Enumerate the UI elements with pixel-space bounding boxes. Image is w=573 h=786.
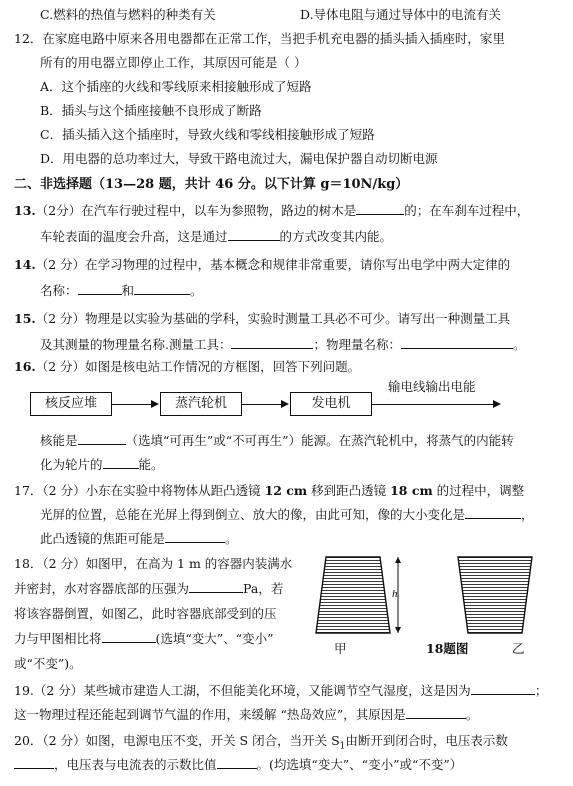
q16-line2 [40,432,514,450]
q15-line1 [14,310,510,328]
q19-text-c: 这一物理过程还能起到调节气温的作用，来缓解 “热岛效应”，其原因是 [14,707,406,722]
q17-distance-2: 18 cm [390,483,433,498]
q18-line1: 18．（2 分）如图甲，在高为 1 m 的容器内装满水 [14,556,293,571]
q16-blank-1[interactable] [78,432,126,445]
arrow-1 [111,404,157,405]
q16-text-e: 能。 [138,457,164,472]
q18-text-c: 力与甲图相比将 [14,631,102,646]
output-label: 输电线输出电能 [388,379,476,394]
q17-line2 [40,506,534,524]
height-label: h [392,588,398,600]
arrow-3 [371,404,499,405]
q20-text-c: ，电压表与电流表的示数比值 [54,757,217,772]
q11-option-c: C.燃料的热值与燃料的种类有关 [40,7,216,22]
q16-text-c: （选填“可再生”或“不可再生”）能源。在蒸汽轮机中，将蒸气的内能转 [125,433,514,448]
q16-text-a: （2 分）如图是核电站工作情况的方框图，回答下列问题。 [35,359,361,374]
q15-number: 15. [14,311,36,326]
q19-blank-1[interactable] [471,682,535,695]
q18-text-d: (选填“变大”、“变小” [155,631,274,646]
q13-blank-1[interactable] [356,202,404,215]
label-yi: 乙 [512,641,525,656]
q13-blank-2[interactable] [228,228,280,241]
section-heading: 二、非选择题（13—28 题，共计 46 分。以下计算 g＝10N/kg） [14,177,409,192]
q19-blank-2[interactable] [406,706,466,719]
q18-figure [308,553,544,657]
arrow-2 [241,404,287,405]
q20-text-d: 。(均选填“变大”、“变小”或“不变”） [256,757,463,772]
q11-option-d: D.导体电阻与通过导体中的电流有关 [300,7,502,22]
q19-line2 [14,706,478,724]
q15-text-a: （2 分）物理是以实验为基础的学科，实验时测量工具必不可少。请写出一种测量工具 [35,311,511,326]
q16-line1 [14,358,360,376]
q12-option-c: C．插头插入这个插座时，导致火线和零线相接触形成了短路 [40,127,375,142]
container-a [316,557,390,633]
q13-text-c: 车轮表面的温度会升高，这是通过 [40,229,228,244]
q18-text-b: Pa，若 [243,581,284,596]
q17-text-a: 17．（2 分）小东在实验中将物体从距凸透镜 [14,483,265,498]
q17-blank-2[interactable] [165,530,225,543]
q16-text-d: 化为轮片的 [40,457,103,472]
q13-text-a: （2分）在汽车行驶过程中，以车为参照物，路边的树木是 [35,203,357,218]
box-reactor: 核反应堆 [30,392,112,416]
q18-line3: 将该容器倒置，如图乙，此时容器底部受到的压 [14,606,277,621]
q14-blank-2[interactable] [134,282,190,295]
box-turbine: 蒸汽轮机 [160,392,242,416]
q19-text-b: ； [534,683,548,698]
q18-line5: 或“不变”)。 [14,656,82,671]
q20-line1 [14,732,508,756]
q20-subscript: 1 [339,741,346,752]
q14-line2 [40,282,203,300]
q17-blank-1[interactable] [465,506,521,519]
q19-text-d: 。 [465,707,479,722]
q20-blank-2[interactable] [217,756,257,769]
container-b [458,557,532,633]
q17-text-e: ， [521,507,534,522]
q17-text-f: 此凸透镜的焦距可能是 [40,531,166,546]
height-arrow-top [395,557,401,563]
q13-text-b: 的；在车刹车过程中， [404,203,530,218]
q17-text-b: 移到距凸透镜 [307,483,391,498]
q15-line2 [40,336,526,354]
q12-option-b: B．插头与这个插座接触不良形成了断路 [40,103,262,118]
height-arrow-bottom [395,627,401,633]
q17-text-c: 的过程中，调整 [432,483,525,498]
q18-line2 [14,580,283,598]
q13-line2 [40,228,392,246]
q13-text-d: 的方式改变其内能。 [279,229,393,244]
q17-line3 [40,530,238,548]
q12-stem-line2: 所有的用电器立即停止工作，其原因可能是（ ） [40,55,307,70]
q16-text-b: 核能是 [40,433,78,448]
q14-text-a: （2 分）在学习物理的过程中，基本概念和规律非常重要，请你写出电学中两大定律的 [35,257,511,272]
q15-blank-1[interactable] [231,336,313,349]
q14-number: 14. [14,257,36,272]
q15-text-b: 及其测量的物理量名称.测量工具： [40,337,232,352]
q18-blank-2[interactable] [102,630,156,643]
q15-text-d: 。 [513,337,526,352]
q16-number: 16. [14,359,36,374]
q13-number: 13. [14,203,36,218]
q14-blank-1[interactable] [78,282,122,295]
q12-option-a: A．这个插座的火线和零线原来相接触形成了短路 [40,79,312,94]
q18-line4 [14,630,273,648]
label-jia: 甲 [334,641,347,656]
q19-line1 [14,682,547,700]
q12-option-d: D．用电器的总功率过大，导致干路电流过大，漏电保护器自动切断电源 [40,151,438,166]
q14-line1 [14,256,510,274]
q17-text-d: 光屏的位置，总能在光屏上得到倒立、放大的像，由此可知，像的大小变化是 [40,507,466,522]
q14-text-d: 。 [190,283,203,298]
q16-line3 [40,456,164,474]
q14-text-b: 名称： [40,283,78,298]
figure-caption: 18题图 [426,641,469,656]
box-generator: 发电机 [290,392,372,416]
q17-distance-1: 12 cm [264,483,308,498]
q12-stem-line1: 12．在家庭电路中原来各用电器都在正常工作，当把手机充电器的插头插入插座时，家里 [14,31,505,46]
q18-blank-1[interactable] [189,580,243,593]
q16-blank-2[interactable] [103,456,139,469]
q17-line1 [14,482,524,500]
q19-text-a: 19.（2 分）某些城市建造人工湖，不但能美化环境，又能调节空气湿度，这是因为 [14,683,471,698]
q13-line1 [14,202,529,220]
q15-text-c: ；物理量名称： [313,337,401,352]
q15-blank-2[interactable] [401,336,513,349]
q20-text-a: 20．（2 分）如图，电源电压不变，开关 S 闭合，当开关 S [14,733,340,748]
q20-blank-1[interactable] [14,756,54,769]
q14-text-c: 和 [121,283,135,298]
q20-text-b: 由断开到闭合时，电压表示数 [345,733,508,748]
q20-line2 [14,756,462,774]
q18-text-a: 并密封，水对容器底部的压强为 [14,581,190,596]
container-drawing [308,553,544,639]
q17-text-g: 。 [225,531,238,546]
